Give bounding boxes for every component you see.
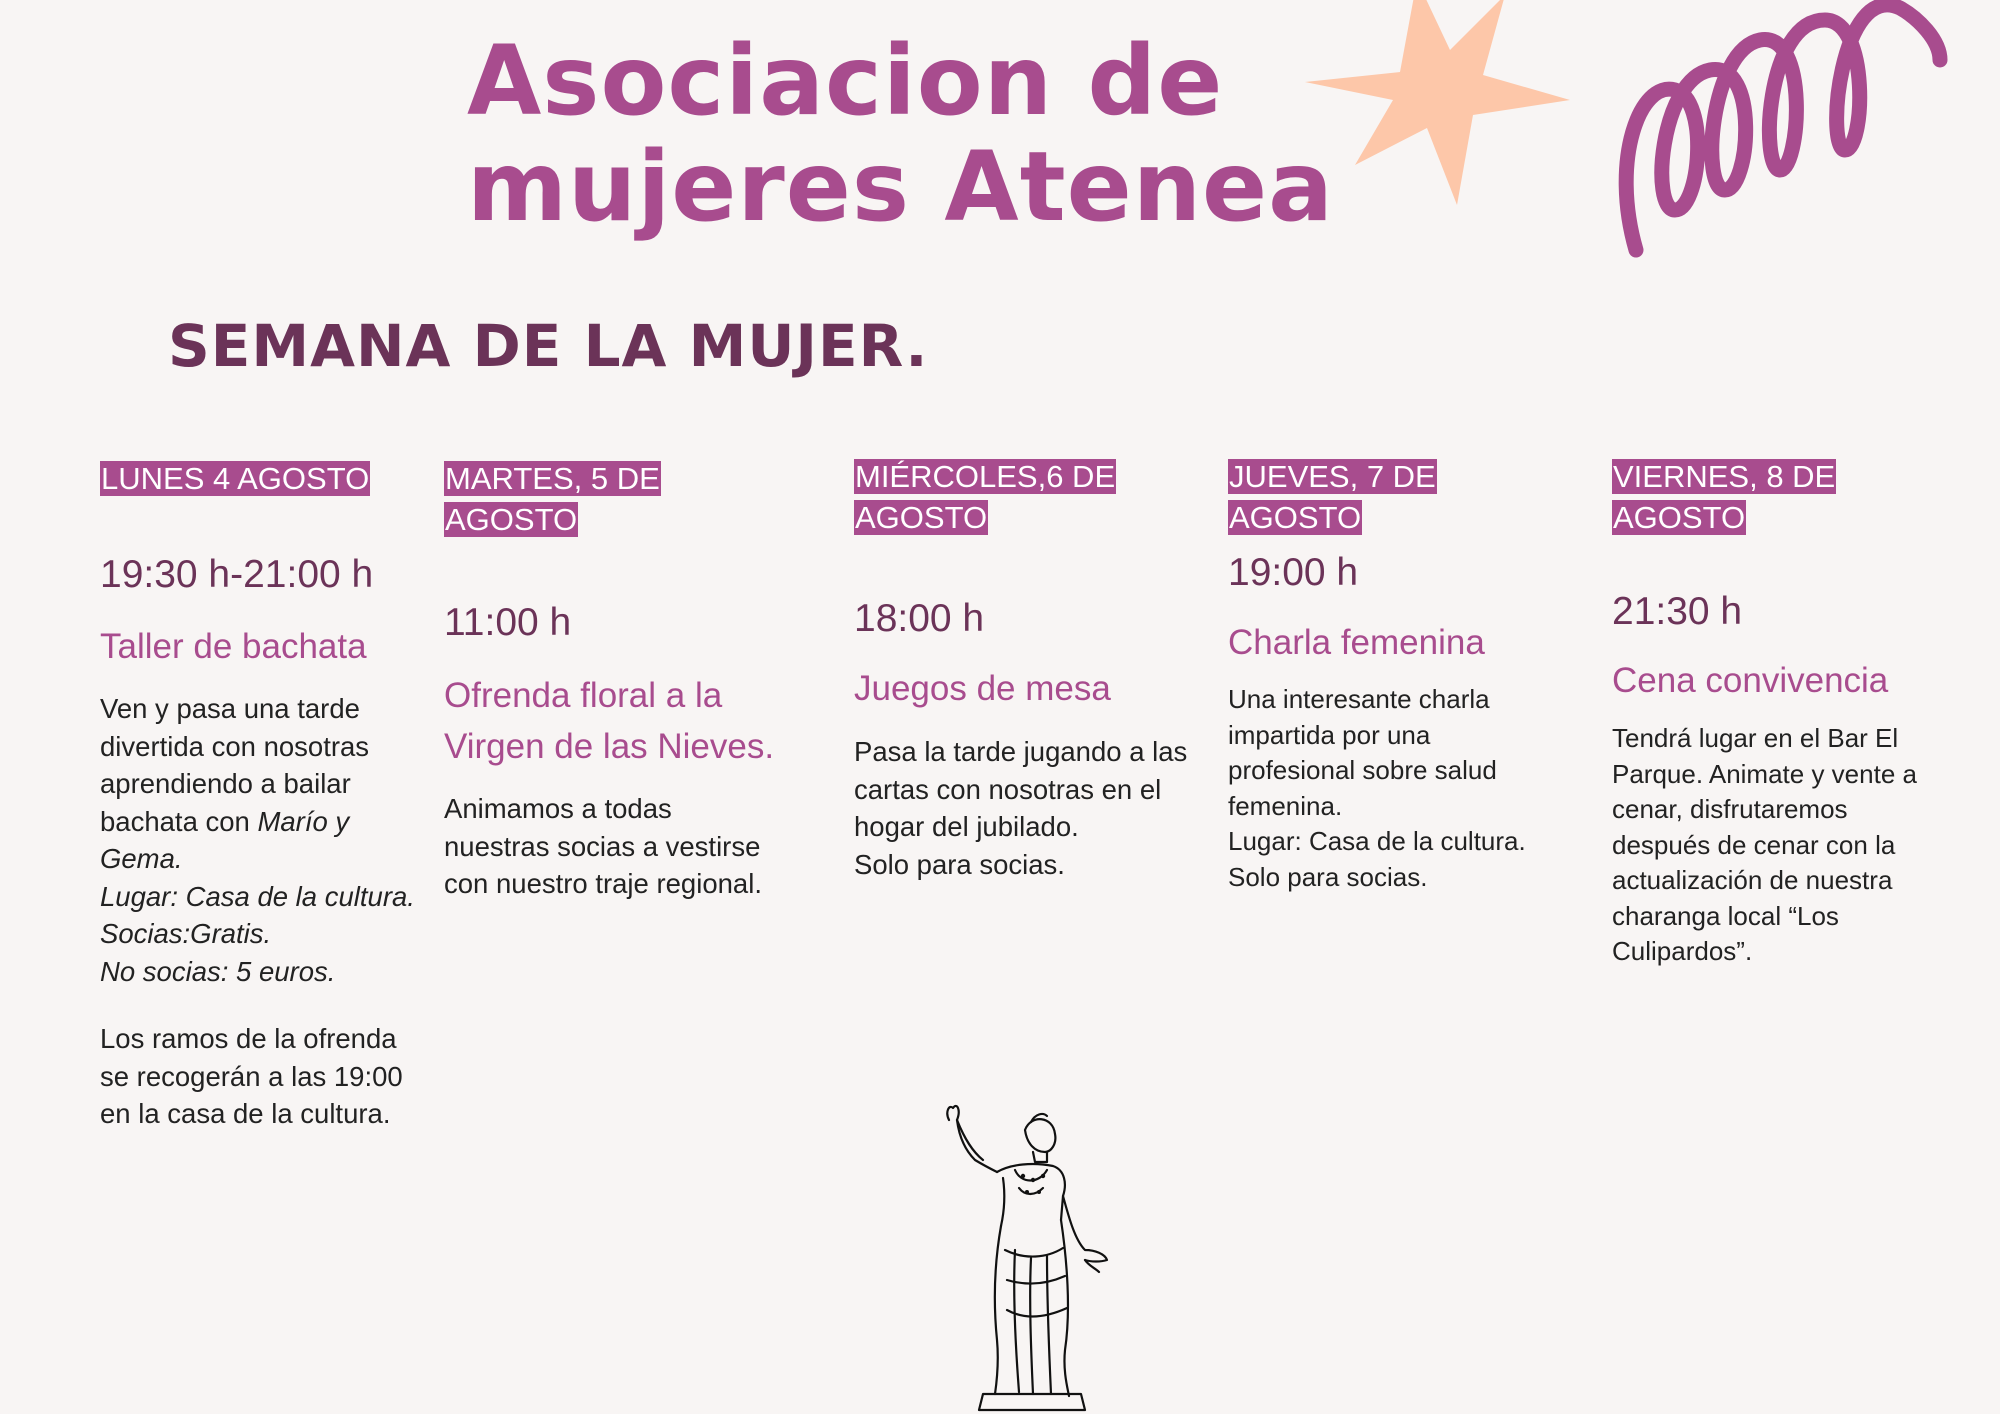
day-column-jueves — [1228, 456, 1558, 956]
day-heading: VIERNES, 8 DE AGOSTO — [1613, 459, 1836, 535]
page-title: Asociacion de mujeres Atenea — [467, 25, 1334, 243]
event-note: Los ramos de la ofrenda se recogerán a las 19:00 en la casa de la cultura. — [100, 1023, 403, 1129]
event-title: Charla femenina — [1228, 623, 1485, 662]
event-title: Juegos de mesa — [854, 669, 1111, 708]
event-title: Cena convivencia — [1612, 661, 1889, 700]
day-heading: JUEVES, 7 DE AGOSTO — [1229, 459, 1436, 535]
event-description — [100, 690, 415, 990]
day-column-lunes — [100, 458, 430, 1158]
event-time: 11:00 h — [444, 601, 572, 644]
page-subtitle: SEMANA DE LA MUJER. — [168, 312, 929, 380]
description-intro: Ven y pasa una tarde divertida con nosotras aprendiendo a bailar bachata con — [100, 693, 370, 837]
event-time: 21:30 h — [1612, 590, 1743, 633]
day-column-martes — [444, 458, 814, 958]
event-time: 19:30 h-21:00 h — [100, 553, 374, 596]
event-title: Ofrenda floral a la Virgen de las Nieves. — [444, 676, 775, 766]
event-description: Una interesante charla impartida por una profesional sobre salud femenina. Lugar: Casa de la cultura. Solo para socias. — [1228, 684, 1526, 892]
day-heading: LUNES 4 AGOSTO — [101, 461, 370, 496]
event-time: 18:00 h — [854, 597, 985, 640]
event-title: Taller de bachata — [100, 627, 367, 666]
event-time: 19:00 h — [1228, 551, 1359, 594]
star-shape — [1305, 0, 1575, 220]
athena-statue-illustration — [935, 1100, 1115, 1414]
instructor-names: Marío y Gema. — [100, 805, 350, 874]
squiggle-shape — [1600, 0, 2000, 270]
day-column-viernes — [1612, 456, 1952, 1016]
event-description: Animamos a todas nuestras socias a vestirse con nuestro traje regional. — [444, 793, 762, 899]
event-description: Tendrá lugar en el Bar El Parque. Animate y vente a cenar, disfrutaremos después de cenar con la actualización de nuestra charanga local “Los Culipardos”. — [1612, 723, 1917, 966]
day-heading: MIÉRCOLES,6 DE AGOSTO — [855, 459, 1116, 535]
day-column-miercoles — [854, 456, 1194, 956]
event-description: Pasa la tarde jugando a las cartas con nosotras en el hogar del jubilado. Solo para socias. — [854, 736, 1188, 880]
event-details: Lugar: Casa de la cultura. Socias:Gratis. No socias: 5 euros. — [100, 880, 415, 987]
day-heading: MARTES, 5 DE AGOSTO — [445, 461, 660, 537]
